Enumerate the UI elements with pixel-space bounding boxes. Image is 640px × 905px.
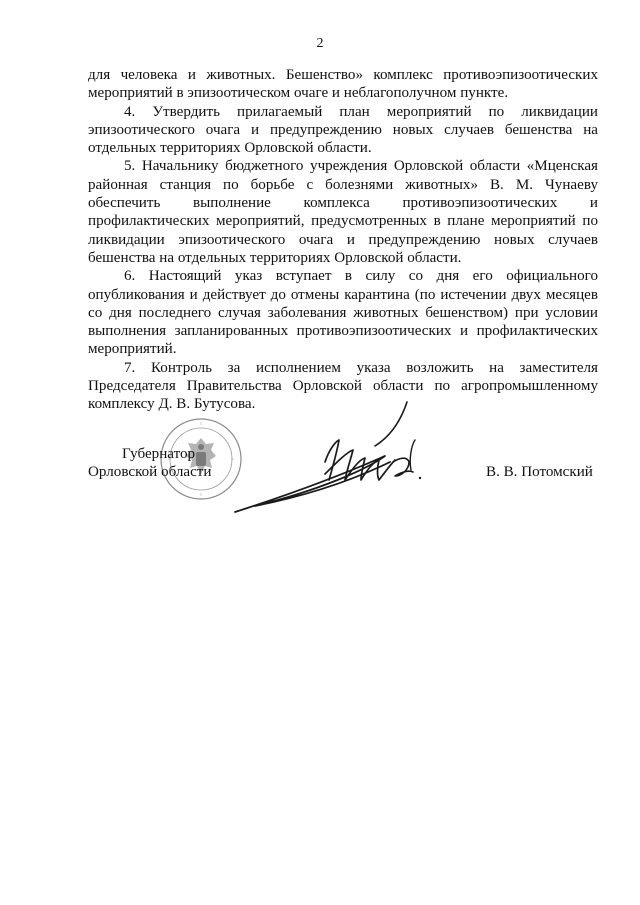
paragraph-item-7: 7. Контроль за исполнением указа возложить на заместителя Председателя Правительства Орловской области по агропромышленному комплексу Д. В. Бутусова.: [88, 359, 598, 413]
paragraph-item-4: 4. Утвердить прилагаемый план мероприятий по ликвидации эпизоотического очага и предупреждению новых случаев бешенства на отдельных территориях Орловской области.: [88, 103, 598, 157]
document-body: [88, 66, 598, 414]
page-number: 2: [316, 36, 324, 51]
paragraph-item-5: 5. Начальнику бюджетного учреждения Орловской области «Мценская районная станция по борьбе с болезнями животных» В. М. Чунаеву обеспечить выполнение комплекса противоэпизоотических и профилактических мероприятий, предусмотренных в плане мероприятий по ликвидации эпизоотического очага и предупреждению новых случаев бешенства на отдельных территориях Орловской области.: [88, 158, 598, 266]
signer-title-line1: Губернатор: [122, 446, 196, 462]
paragraph-continuation: для человека и животных. Бешенство» комплекс противоэпизоотических мероприятий в эпизоотическом очаге и неблагополучном пункте.: [88, 67, 598, 102]
signature-block: [0, 400, 640, 530]
signer-name: В. В. Потомский: [486, 464, 593, 480]
handwritten-signature-icon: [225, 400, 440, 525]
paragraph-item-6: 6. Настоящий указ вступает в силу со дня его официального опубликования и действует до отмены карантина (по истечении двух месяцев со дня последнего случая заболевания животных бешенством) при условии выполнения запланированных противоэпизоотических и профилактических мероприятий.: [88, 268, 598, 358]
signer-title-line2: Орловской области: [88, 464, 212, 480]
